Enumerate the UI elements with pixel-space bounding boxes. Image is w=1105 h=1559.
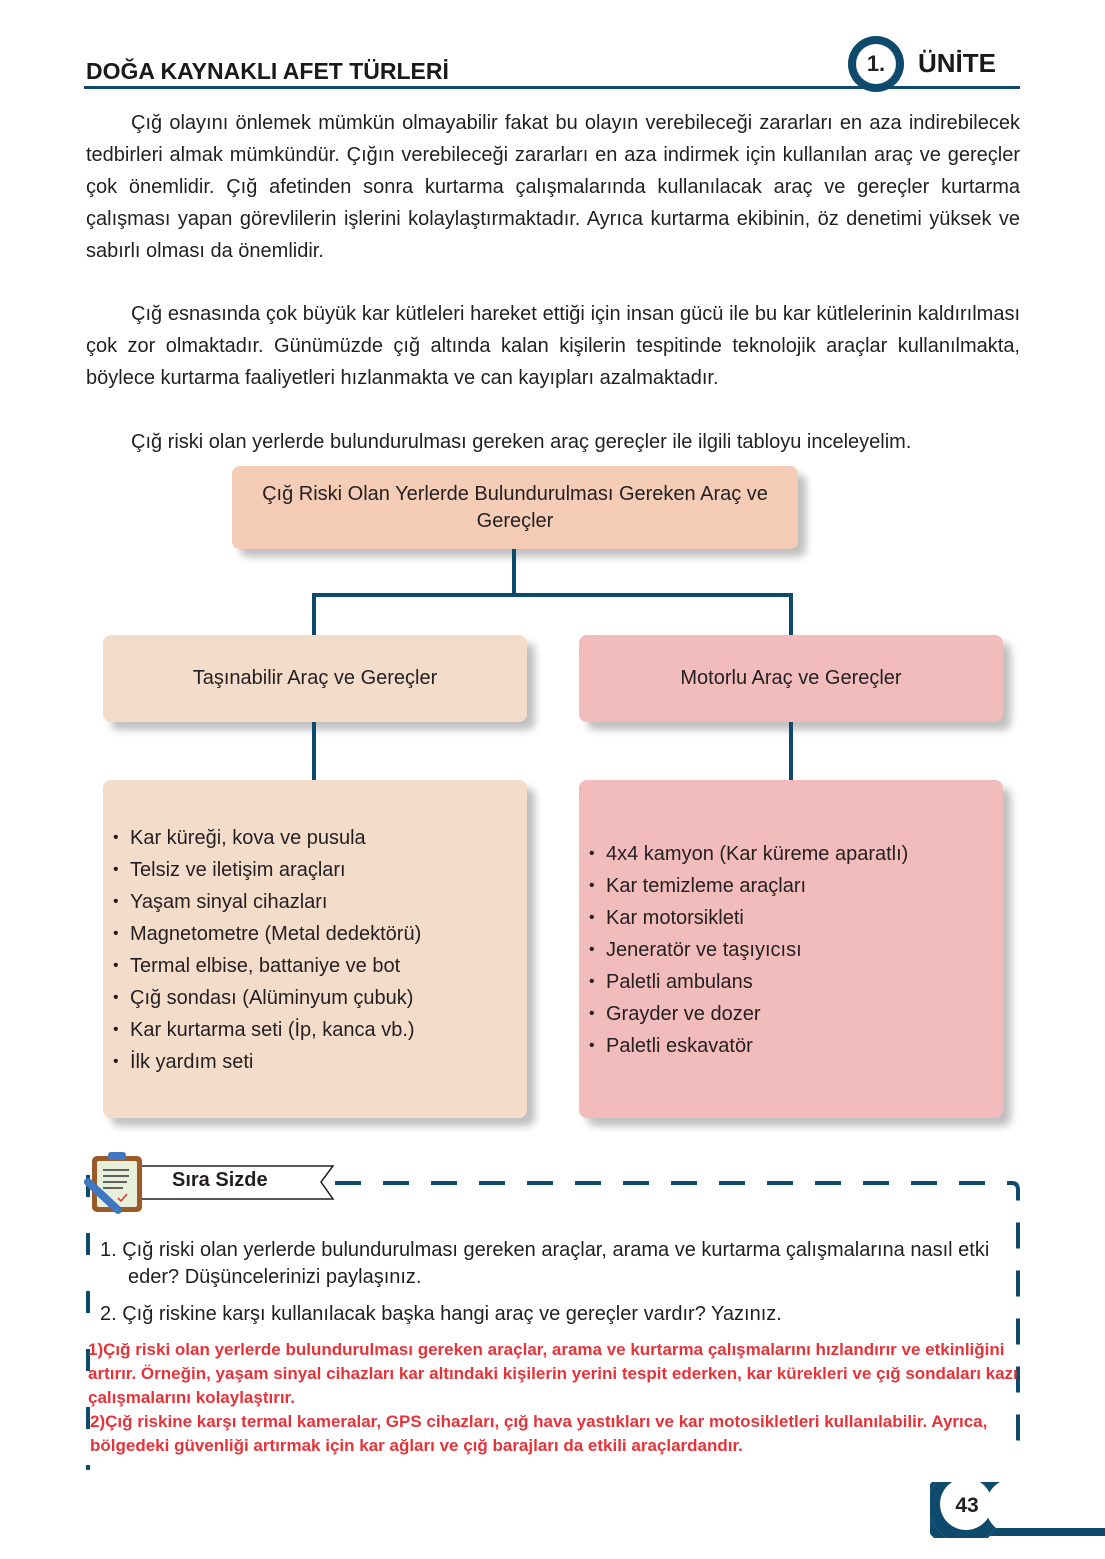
- clipboard-icon: [84, 1150, 148, 1216]
- list-item: • Kar küreği, kova ve pusula: [103, 822, 421, 854]
- list-item: • Magnetometre (Metal dedektörü): [103, 918, 421, 950]
- paragraph-1: Çığ olayını önlemek mümkün olmayabilir fakat bu olayın verebileceği zararları en aza indirebilecek tedbirleri almak mümkündür. Çığın verebileceği zararları en aza indirmek için kullanılan araç ve gereçler çok önemlidir. Çığ afetinden sonra kurtarma çalışmalarında kullanılacak araç ve gereçler kurtarma çalışması yapan görevlilerin işlerini kolaylaştırmaktadır. Ayrıca kurtarma ekibinin, öz denetimi yüksek ve sabırlı olması da önemlidir.: [86, 112, 1020, 262]
- unit-number: 1.: [856, 44, 896, 84]
- list-item: • Yaşam sinyal cihazları: [103, 886, 421, 918]
- page-title: DOĞA KAYNAKLI AFET TÜRLERİ: [86, 58, 449, 84]
- list-item: • Kar kurtarma seti (İp, kanca vb.): [103, 1014, 421, 1046]
- list-item: • Grayder ve dozer: [579, 998, 908, 1030]
- list-item: • Çığ sondası (Alüminyum çubuk): [103, 982, 421, 1014]
- list-item: • Kar temizleme araçları: [579, 870, 908, 902]
- answer-1: 1)Çığ riski olan yerlerde bulundurulması gereken araçlar, arama ve kurtarma çalışmalarını hızlandırır ve etkinliğini artırır. Örneğin, yaşam sinyal cihazları kar altındaki kişilerin yerini tespit ederken, kar kürekleri ve çığ sondaları kazı çalışmalarını kolaylaştırır.: [88, 1340, 1018, 1407]
- list-item: • Paletli eskavatör: [579, 1030, 908, 1062]
- question-1: 1. Çığ riski olan yerlerde bulundurulması gereken araçlar, arama ve kurtarma çalışmalarına nasıl etki eder? Düşüncelerinizi paylaşınız.: [100, 1239, 990, 1288]
- diagram-root-box: Çığ Riski Olan Yerlerde Bulundurulması Gereken Araç ve Gereçler: [232, 466, 798, 549]
- portable-tools-box: Taşınabilir Araç ve Gereçler: [103, 635, 527, 722]
- list-item: • Telsiz ve iletişim araçları: [103, 854, 421, 886]
- paragraph-3: Çığ riski olan yerlerde bulundurulması gereken araç gereçler ile ilgili tabloyu inceleyelim.: [131, 431, 912, 453]
- answer-2: 2)Çığ riskine karşı termal kameralar, GPS cihazları, çığ hava yastıkları ve kar motosikletleri kullanılabilir. Ayrıca, bölgedeki güvenliği artırmak için kar ağları ve çığ barajları da etkili araçlardandır.: [90, 1412, 988, 1455]
- paragraph-2: Çığ esnasında çok büyük kar kütleleri hareket ettiği için insan gücü ile bu kar kütlelerinin kaldırılması çok zor olmaktadır. Günümüzde çığ altında kalan kişilerin tespitinde teknolojik araçlar kullanılmakta, böylece kurtarma faaliyetleri hızlanmakta ve can kayıpları azalmaktadır.: [86, 303, 1020, 389]
- activity-title: Sıra Sizde: [172, 1169, 268, 1191]
- list-item: • Jeneratör ve taşıyıcısı: [579, 934, 908, 966]
- list-item: • 4x4 kamyon (Kar küreme aparatlı): [579, 838, 908, 870]
- list-item: • Paletli ambulans: [579, 966, 908, 998]
- list-item: • Kar motorsikleti: [579, 902, 908, 934]
- motorized-tools-box: Motorlu Araç ve Gereçler: [579, 635, 1003, 722]
- unit-label: ÜNİTE: [918, 48, 996, 78]
- list-item: • Termal elbise, battaniye ve bot: [103, 950, 421, 982]
- page-number: 43: [955, 1494, 979, 1517]
- list-item: • İlk yardım seti: [103, 1046, 421, 1078]
- question-2: 2. Çığ riskine karşı kullanılacak başka hangi araç ve gereçler vardır? Yazınız.: [100, 1303, 782, 1325]
